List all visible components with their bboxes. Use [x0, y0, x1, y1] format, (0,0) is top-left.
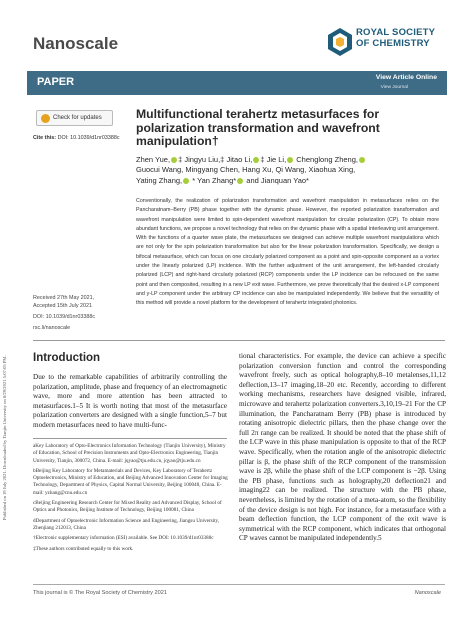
- orcid-icon[interactable]: [171, 157, 177, 163]
- publication-stamp: [2, 140, 12, 520]
- author[interactable]: Chenglong Zheng,: [296, 155, 358, 164]
- introduction-text-left: Due to the remarkable capabilities of arbitrarily controlling the polarization, amplitude, phase and frequency of an electromagnetic wave, more and more attention has been attracted to metasurfaces.1–5 It is worth noting that most of the metasurface polarization converters are designed with a single function,5–7 but modern metasurfaces need to have multi-func-: [33, 373, 227, 429]
- footnote: ‡These authors contributed equally to this work.: [33, 545, 134, 552]
- author[interactable]: Yating Zhang,: [136, 175, 183, 185]
- doi-line: DOI: 10.1039/d1nr03388c: [33, 314, 96, 320]
- journal-link[interactable]: rsc.li/nanoscale: [33, 325, 71, 331]
- author[interactable]: Zhen Yue,: [136, 155, 171, 164]
- footer-journal: Nanoscale: [414, 590, 441, 596]
- author[interactable]: Hang Xu,: [242, 165, 274, 175]
- section-banner: [27, 71, 447, 95]
- update-check-icon: [41, 114, 50, 123]
- author[interactable]: Xiaohua Xing,: [308, 165, 356, 175]
- section-divider: [33, 340, 445, 341]
- view-article-online-link[interactable]: View Article Online: [375, 74, 437, 81]
- author-list: [136, 155, 438, 186]
- author[interactable]: * Yan Zhang*: [192, 175, 237, 185]
- footer-copyright: This journal is © The Royal Society of Chemistry 2021: [33, 590, 167, 596]
- author[interactable]: Jitao Li,: [226, 155, 253, 164]
- introduction-text-right: tional characteristics. For example, the device can achieve a specific polarization conversion function and control the corresponding wavefront freely, such as optical holography,8–10 metalenses,11,12 deflection,13–17 imaging,18–20 etc. Recently, according to different working mechanisms, researchers have designed visible, infrared, microwave and terahertz polarization converters.3,10,19–21 For the CP illumination, the Pancharatnam Berry (PB) phase is introduced by rotating anisotropic dielectric pillars, then the phase change over the full 2π range can be realized. It should be noted that the phase shift of the LCP wave in this phase manipulation is opposite to that of the RCP wave. Specifically, when the rotation angle of the anisotropic dielectric pillar is β, the phase shift of the RCP component of the transmission wave is 2β, while the phase shift of the LCP component is −2β. Using the PB phase, functions such as holography,20 deflection21 and imaging22 can be realized. The structure with the PB phase, nevertheless, is limited by the rotation of a meta-atom, so the flexibility of the device design is not high. For instance, for a metasurface with a beam deflection function, the LCP component of the exit wave is symmetrical with the RCP component, which indicates that orthogonal CP waves cannot be manipulated independently.5: [239, 352, 446, 543]
- rsc-logo-icon: [328, 28, 352, 56]
- accepted-date: Accepted 15th July 2021: [33, 302, 93, 309]
- orcid-icon[interactable]: [183, 178, 189, 184]
- cite-label: Cite this:: [33, 135, 57, 141]
- affiliation-footnotes: [33, 443, 229, 556]
- journal-name: Nanoscale: [33, 34, 119, 53]
- orcid-icon[interactable]: [253, 157, 259, 163]
- author[interactable]: Guocui Wang,: [136, 165, 184, 175]
- introduction-heading: Introduction: [33, 352, 101, 364]
- footnote-divider: [33, 438, 227, 439]
- rsc-logo-line2: OF CHEMISTRY: [356, 37, 430, 49]
- footnote: cBeijing Engineering Research Center for Mixed Reality and Advanced Display, School of Optics and Photonics, Beijing Institute of Technology, Beijing 100081, China: [33, 500, 222, 514]
- footnote: dDepartment of Optoelectronic Information Science and Engineering, Jiangsu University, Zhenjiang 212013, China: [33, 517, 220, 531]
- author[interactable]: and Jianquan Yao*: [246, 175, 309, 185]
- cite-doi[interactable]: DOI: 10.1039/d1nr03388c: [57, 135, 120, 141]
- author[interactable]: Qi Wang,: [275, 165, 307, 175]
- section-label: PAPER: [37, 76, 75, 88]
- publication-stamp-text: Published on 19 July 2021. Downloaded by Tianjin University on 8/29/2021 5:07:05 PM.: [2, 355, 7, 520]
- footer-divider: [33, 584, 445, 585]
- footnote: †Electronic supplementary information (ESI) available. See DOI: 10.1039/d1nr03388c: [33, 535, 214, 542]
- orcid-icon[interactable]: [287, 157, 293, 163]
- received-date: Received 27th May 2021,: [33, 295, 95, 301]
- orcid-icon[interactable]: [237, 178, 243, 184]
- view-journal-link[interactable]: View Journal: [380, 85, 408, 90]
- author[interactable]: ‡ Jie Li,: [260, 155, 287, 164]
- check-for-updates-button[interactable]: [36, 110, 113, 126]
- orcid-icon[interactable]: [359, 157, 365, 163]
- citation: [33, 135, 120, 141]
- article-title: Multifunctional terahertz metasurfaces for polarization transformation and wavefront manipulation†: [136, 107, 380, 148]
- footnote: aKey Laboratory of Opto-Electronics Information Technology (Tianjin University), Ministry of Education, School of Precision Instruments and Opto-Electronics Engineering, Tianjin University, Tianjin, 300072, China. E-mail: jqyao@tju.edu.cn, jqyao@tju.edu.cn: [33, 443, 226, 464]
- footnote: bBeijing Key Laboratory for Metamaterials and Devices, Key Laboratory of Terahertz Optoelectronics, Ministry of Education, and Beijing Advanced Innovation Center for Imaging Technology, Department of Physics, Capital Normal University, Beijing 100048, China. E-mail: yzhang@cnu.edu.cn: [33, 467, 228, 496]
- article-history: [33, 295, 95, 322]
- rsc-logo-line1: ROYAL SOCIETY: [356, 27, 436, 38]
- rsc-logo: [328, 26, 456, 58]
- abstract: Conventionally, the realization of polarization transformation and wavefront manipulation in metasurfaces relies on the Pancharatnam–Berry (PB) phase together with the dynamic phase. However, the reported polarization transformation and wavefront manipulation were limited to spin-dependent wavefront manipulation for circular polarization (CP). To obtain more abundant functions, we propose a novel technology that relies on the dynamic phase with a spatial interleaving unit arrangement. With the functions of a quarter wave plate, the metasurfaces we designed can achieve multiple wavefront manipulations which are not only for the spin polarization transformation but also for the linear polarization transformation. Specifically, we design a bifocal metasurface, which can focus on one circularly polarized component as a point and spin-opposite component as a vortex under the linearly polarized (LP) incidence. With the further adjustment of the unit arrangement, the left-handed circularly polarized (LCP) and right-hand circularly polarized (RCP) components under the LP incidence can be refocused on the same point and then composited, resulting in a new LP exit wave. Furthermore, we prove theoretically that the desired x-LP component and y-LP component under the arbitrary CP incidence can also be manipulated independently. We believe that the versatility of this method will provide a novel platform for the development of terahertz integrated photonics.: [136, 198, 439, 307]
- author[interactable]: Mingyang Chen,: [185, 165, 240, 175]
- check-for-updates-label: Check for updates: [53, 115, 102, 121]
- author[interactable]: ‡ Jingyu Liu,‡: [178, 155, 225, 164]
